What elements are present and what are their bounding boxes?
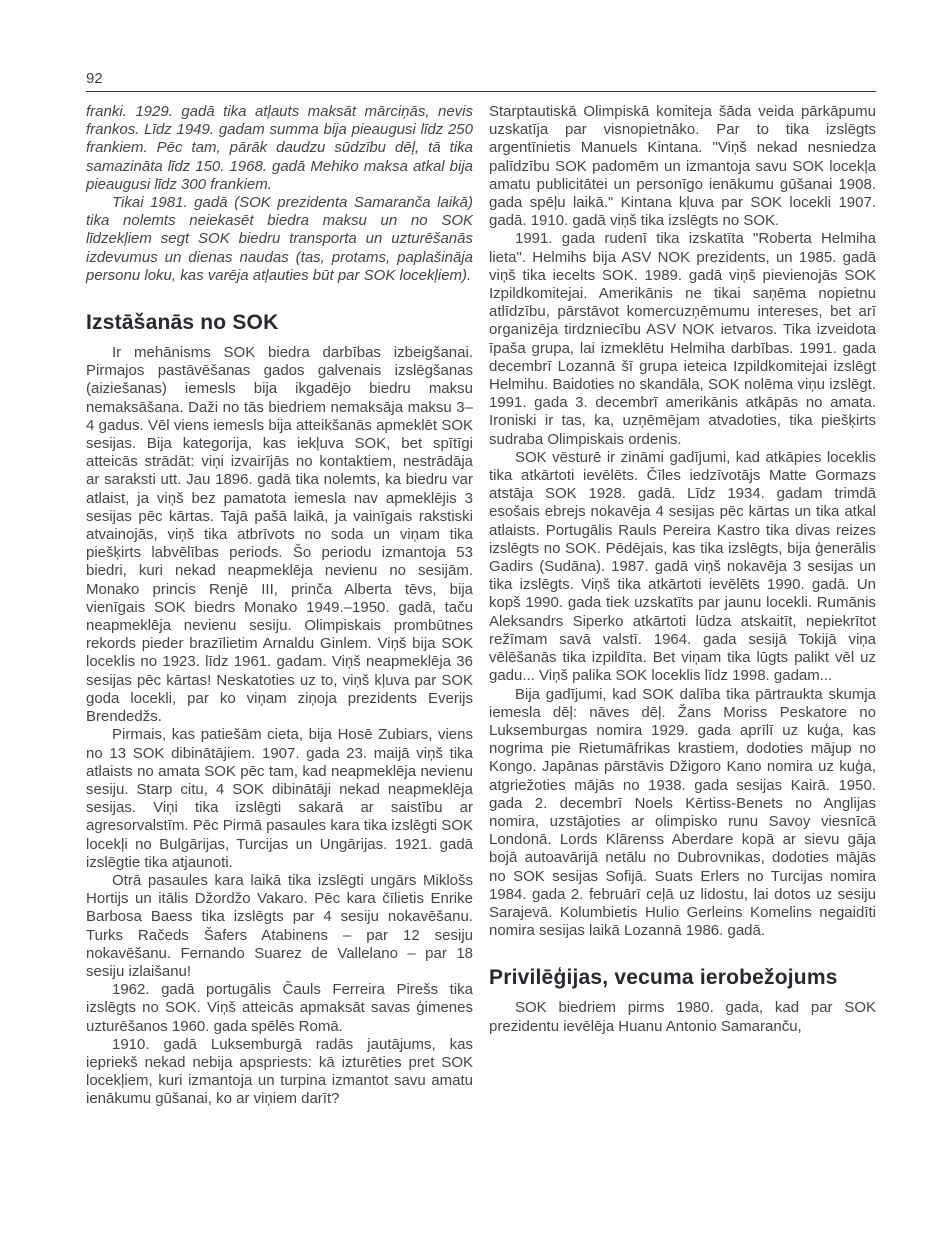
section-heading: Izstāšanās no SOK	[86, 311, 279, 335]
body-paragraph: franki. 1929. gadā tika atļauts maksāt mārciņās, nevis frankos. Līdz 1949. gadam summa bija pieaugusi līdz 250 frankiem. Pēc tam, pārāk daudzu sūdzību dēļ, tā tika samazināta līdz 150. 1968. gadā Mehiko maksa atkal bija pieaugusi līdz 300 frankiem.	[86, 103, 473, 193]
body-paragraph: SOK biedriem pirms 1980. gada, kad par SOK prezidentu ievēlēja Huanu Antonio Samaranču,	[489, 999, 876, 1035]
body-paragraph: SOK vēsturē ir zināmi gadījumi, kad atkāpies loceklis tika atkārtoti ievēlēts. Čīles iedzīvotājs Matte Gormazs atstāja SOK 1928. gadā. Līdz 1934. gadam trimdā esošais ebrejs nokavēja 4 sesijas pēc kārtas un tika atkal atlaists. Portugālis Rauls Pereira Kastro tika divas reizes izslēgts no SOK. Pēdējais, kas tika izslēgts, bija ģenerālis Gadirs (Sudāna). 1987. gadā viņš nokavēja 3 sesijas un tika izslēgts. Viņš tika atkārtoti ievēlēts 1990. gadā. Un kopš 1990. gada tiek uzskatīts par jaunu locekli. Rumānis Aleksandrs Siperko atkārtoti lūdza atskaitīt, nepiekrītot režīmam savā valstī. 1964. gada sesijā Tokijā viņa vēlēšanās tika izpildīta. Bet viņam tika lūgts palikt vēl uz gadu... Viņš palika SOK loceklis līdz 1998. gadam...	[489, 448, 876, 685]
right-column	[489, 103, 876, 1109]
body-paragraph: 1991. gada rudenī tika izskatīta "Roberta Helmiha lieta". Helmihs bija ASV NOK prezidents, un 1985. gadā viņš tika iecelts SOK. 1989. gadā viņš pievienojās SOK Izpildkomitejai. Amerikānis ne tikai saņēma nopietnu atlīdzību, pārstāvot komercuzņēmumu intereses, bet arī organizēja tirdzniecību ASV NOK ietvaros. Tika izveidota īpaša grupa, lai izmeklētu Helmiha darbības. 1991. gada decembrī Lozannā šī grupa ieteica Izpildkomitejai izslēgt Helmihu. Baidoties no skandāla, SOK nolēma viņu izslēgt. 1991. gada 3. decembrī amerikānis atkāpās no amata. Ironiski ir tas, ka, uzņēmējam atvadoties, tika piešķirts sudraba Olimpiskais ordenis.	[489, 230, 876, 448]
section-heading: Privilēģijas, vecuma ierobežojums	[489, 966, 838, 990]
two-column-text	[86, 103, 876, 1109]
header-rule	[86, 91, 876, 92]
page-number: 92	[86, 70, 103, 87]
body-paragraph: Starptautiskā Olimpiskā komiteja šāda veida pārkāpumu uzskatīja par visnopietnāko. Par to tika izslēgts argentīnietis Manuels Kintana. "Viņš nekad nesniedza palīdzību SOK padomēm un izmantoja savu SOK locekļa amatu publicitātei un personīgo ienākumu gūšanai 1908. gada spēļu laikā." Kintana kļuva par SOK locekli 1907. gadā. 1910. gadā viņš tika izslēgts no SOK.	[489, 103, 876, 230]
body-paragraph: Ir mehānisms SOK biedra darbības izbeigšanai. Pirmajos pastāvēšanas gados galvenais izslēgšanas (aiziešanas) iemesls bija ikgadējo biedru maksu nemaksāšana. Daži no tās biedriem nemaksāja maksu 3–4 gadus. Vēl viens iemesls bija atteikšanās apmeklēt SOK sesijas. Bija kategorija, kas iekļuva SOK, bet spītīgi atteicās strādāt: viņi izvairījās no kontaktiem, nestrādāja ar saraksti utt. Jau 1896. gadā tika nolemts, ka biedru var atlaist, ja viņš bez pamatota iemesla nav apmeklējis 3 sesijas pēc kārtas. Tajā pašā laikā, ja vainīgais rakstiski atvainojās, viņš tika atbrīvots no soda un viņam tika piešķirts labvēlības periods. Šo periodu izmantoja 53 biedri, kuri nekad neapmeklēja nevienu no sesijām. Monako princis Renjē III, prinča Alberta tēvs, bija vienīgais SOK biedrs Monako 1949.–1950. gadā, taču neapmeklēja nevienu sesiju. Olimpiskais prombūtnes rekords pieder brazīlietim Arnaldu Ginlem. Viņš bija SOK loceklis no 1923. līdz 1961. gadam. Viņš neapmeklēja 36 sesijas pēc kārtas! Neskatoties uz to, viņš kļuva par SOK goda locekli, par ko viņam ziņoja prezidents Everijs Brendedžs.	[86, 344, 473, 726]
body-paragraph: Otrā pasaules kara laikā tika izslēgti ungārs Miklošs Hortijs un itālis Džordžo Vakaro. Pēc kara čīlietis Enrike Barbosa Baess tika izslēgts par 4 sesiju nokavēšanu. Turks Račeds Šafers Atabinens – par 12 sesiju nokavēšanu. Fernando Suarez de Vallelano – par 18 sesiju izlaišanu!	[86, 871, 473, 980]
left-column	[86, 103, 473, 1109]
body-paragraph: Tikai 1981. gadā (SOK prezidenta Samaranča laikā) tika nolemts neiekasēt biedra maksu un no SOK līdzekļiem segt SOK biedru transporta un uzturēšanās izdevumus un dienas naudas (tas, protams, paplašināja personu loku, kas varēja atļauties būt par SOK locekļiem).	[86, 194, 473, 284]
body-paragraph: 1962. gadā portugālis Čauls Ferreira Pirešs tika izslēgts no SOK. Viņš atteicās apmaksāt savas ģimenes uzturēšanos 1960. gada spēlēs Romā.	[86, 981, 473, 1035]
body-paragraph: Pirmais, kas patiešām cieta, bija Hosē Zubiars, viens no 13 SOK dibinātājiem. 1907. gada 23. maijā viņš tika atlaists no amata SOK pēc tam, kad neapmeklēja nevienu sesiju. Starp citu, 4 SOK dibinātāji nekad neapmeklēja sesijas. Viņi tika izslēgti sakarā ar saistību ar agresorvalstīm. Pēc Pirmā pasaules kara tika izslēgti SOK locekļi no Bulgārijas, Turcijas un Ungārijas. 1921. gadā izslēgtie tika atjaunoti.	[86, 726, 473, 871]
body-paragraph: Bija gadījumi, kad SOK dalība tika pārtraukta skumja iemesla dēļ: nāves dēļ. Žans Moriss Peskatore no Luksemburgas nomira 1929. gada aprīlī uz kuģa, kas nogrima pie Rietumāfrikas krastiem, dodoties mājup no Kongo. Japānas pārstāvis Džigoro Kano nomira uz kuģa, atgriežoties mājās no 1938. gada sesijas Kairā. 1950. gada 2. decembrī Noels Kērtiss-Benets no Anglijas nomira, uzstājoties ar olimpisko runu Savoy viesnīcā Londonā. Lords Klārenss Aberdare kopā ar sievu gāja bojā autoavārijā netālu no Dubrovnikas, dodoties mājās no SOK sesijas Sofijā. Suats Erlers no Turcijas nomira 1984. gada 2. februārī ceļā uz lidostu, lai dotos uz sesiju Sarajevā. Kolumbietis Hulio Gerleins Komelins negaidīti nomira sesijas laikā Lozannā 1986. gadā.	[489, 685, 876, 940]
body-paragraph: 1910. gadā Luksemburgā radās jautājums, kas iepriekš nekad nebija apspriests: kā izturēties pret SOK locekļiem, kuri izmantoja un turpina izmantot savu amatu ienākumu gūšanai, ko ar viņiem darīt?	[86, 1035, 473, 1108]
